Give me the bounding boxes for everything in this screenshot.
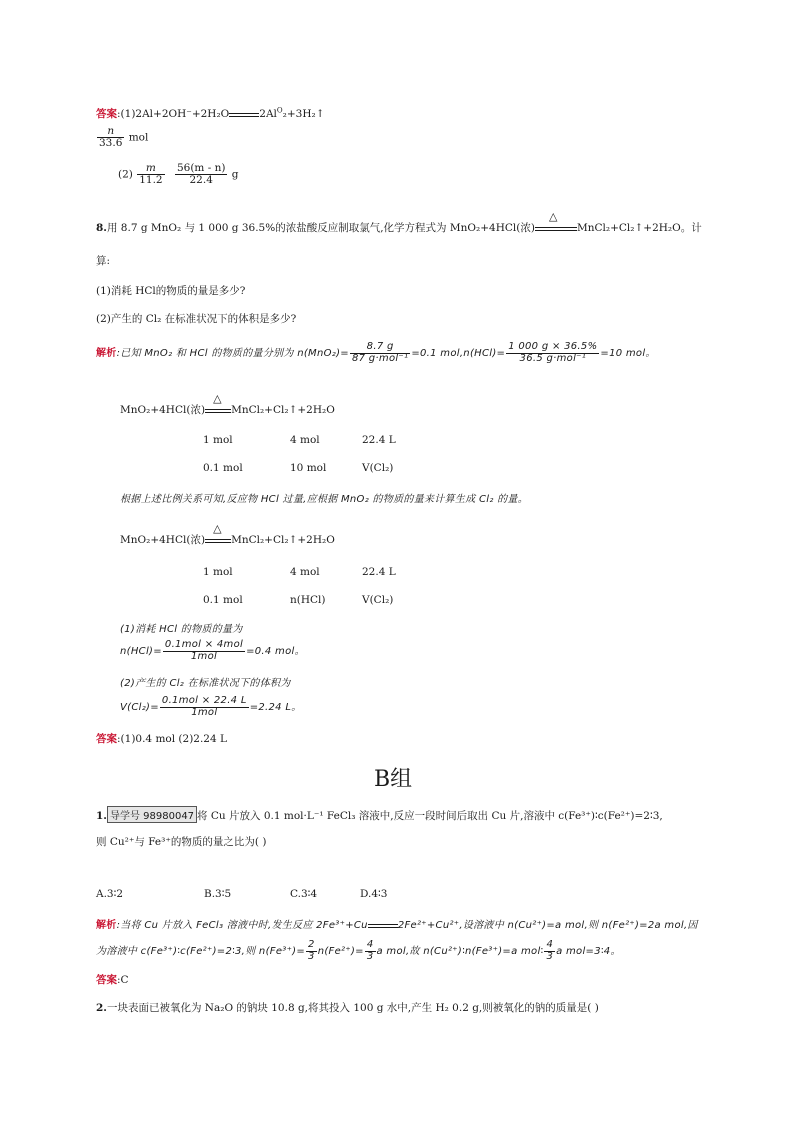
solution-8-reason: 根据上述比例关系可知,反应物 HCl 过量,应根据 MnO₂ 的物质的量来计算生成 Cl₂ 的量。	[120, 494, 529, 505]
section-title: B组	[374, 767, 413, 792]
equals-arrow	[229, 108, 259, 120]
row4-col2: n(HCl)	[290, 594, 326, 606]
row2-col3: V(Cl₂)	[362, 462, 394, 474]
row4-col3: V(Cl₂)	[362, 594, 394, 606]
solution-8-p1-calc: n(HCl)= $\frac{\text{0.1mol × 4mol}}{\text{1mol}}$ =0.4 mol。	[120, 639, 305, 662]
row1-col2: 4 mol	[290, 434, 320, 446]
question-b1-line2: 则 Cu²⁺与 Fe³⁺的物质的量之比为( )	[96, 836, 267, 848]
solution-8-p2-label: (2)产生的 Cl₂ 在标准状况下的体积为	[120, 678, 291, 689]
answer-label: 答案	[96, 108, 117, 120]
row1-col1: 1 mol	[203, 434, 233, 446]
solution-8-intro: 解析:已知 MnO₂ 和 HCl 的物质的量分别为 n(MnO₂)= $\frac{8.7 g}{\text{87 g·mol⁻¹}}$ =0.1 mol,n(HCl)= $\frac{1 000 g \times 36.5\%}{\text{36.5 g·mol⁻¹}}$ =10 mol。	[96, 341, 656, 364]
top-answer-line1: 答案:(1)2Al+2OH⁻+2H₂O $2Al^O_2+3H_2↑$	[96, 106, 325, 120]
row2-col1: 0.1 mol	[203, 462, 243, 474]
option-b: B.3∶5	[204, 888, 232, 900]
b1-solution-line1: 解析:当将 Cu 片放入 FeCl₃ 溶液中时,发生反应 2Fe³⁺+Cu 2Fe²⁺+Cu²⁺,设溶液中 n(Cu²⁺)=a mol,则 n(Fe²⁺)=2a mol,因	[96, 920, 698, 931]
equals-arrow	[368, 919, 398, 931]
question-8-line1: 8.用 8.7 g MnO₂ 与 1 000 g 36.5%的浓盐酸反应制取氯气,化学方程式为 MnO₂+4HCl(浓) △ MnCl₂+Cl₂↑+2H₂O。计	[96, 210, 702, 234]
option-c: C.3∶4	[290, 888, 318, 900]
guide-number-tag[interactable]: 导学号 98980047	[107, 806, 197, 823]
question-b1-line1: 1. 导学号 98980047 将 Cu 片放入 0.1 mol·L⁻¹ FeCl₃ 溶液中,反应一段时间后取出 Cu 片,溶液中 c(Fe³⁺)∶c(Fe²⁺)=2∶3,	[96, 806, 663, 823]
option-d: D.4∶3	[360, 888, 388, 900]
question-8-sub1: (1)消耗 HCl的物质的量是多少?	[96, 285, 246, 297]
b1-answer: 答案:C	[96, 974, 129, 986]
top-answer-part2: (2) $\frac{m}{11.2}$ $\frac{56(m - n)}{22.4}$ g	[118, 162, 239, 187]
solution-8-p2-calc: V(Cl₂)= $\frac{\text{0.1mol × 22.4 L}}{\text{1mol}}$ =2.24 L。	[120, 695, 302, 718]
row1-col3: 22.4 L	[362, 434, 396, 446]
row3-col3: 22.4 L	[362, 566, 396, 578]
row2-col2: 10 mol	[290, 462, 327, 474]
top-answer-fraction1: $\frac{n}{33.6}$ mol	[99, 125, 149, 150]
row4-col1: 0.1 mol	[203, 594, 243, 606]
question-b2: 2.一块表面已被氧化为 Na₂O 的钠块 10.8 g,将其投入 100 g 水中,产生 H₂ 0.2 g,则被氧化的钠的质量是( )	[96, 1002, 599, 1014]
heat-arrow: △	[205, 404, 231, 416]
solution-8-p1-label: (1)消耗 HCl 的物质的量为	[120, 624, 243, 635]
solution-8-equation-1: MnO₂+4HCl(浓) △ MnCl₂+Cl₂↑+2H₂O	[120, 392, 335, 416]
row3-col1: 1 mol	[203, 566, 233, 578]
question-8-line2: 算:	[96, 255, 111, 267]
answer-8: 答案:(1)0.4 mol (2)2.24 L	[96, 733, 227, 745]
question-8-sub2: (2)产生的 Cl₂ 在标准状况下的体积是多少?	[96, 313, 297, 325]
heat-arrow: △	[205, 534, 231, 546]
solution-8-equation-2: MnO₂+4HCl(浓) △ MnCl₂+Cl₂↑+2H₂O	[120, 522, 335, 546]
b1-solution-line2: 为溶液中 c(Fe³⁺)∶c(Fe²⁺)=2∶3,则 n(Fe³⁺)= $\frac{2}{3}$ n(Fe²⁺)= $\frac{4}{3}$ a mol,故 n(Cu²⁺)∶n(Fe³⁺)=a mol∶ $\frac{4}{3}$ a mol=3∶4。	[96, 939, 621, 962]
option-a: A.3∶2	[96, 888, 124, 900]
heat-arrow: △	[535, 222, 577, 234]
row3-col2: 4 mol	[290, 566, 320, 578]
